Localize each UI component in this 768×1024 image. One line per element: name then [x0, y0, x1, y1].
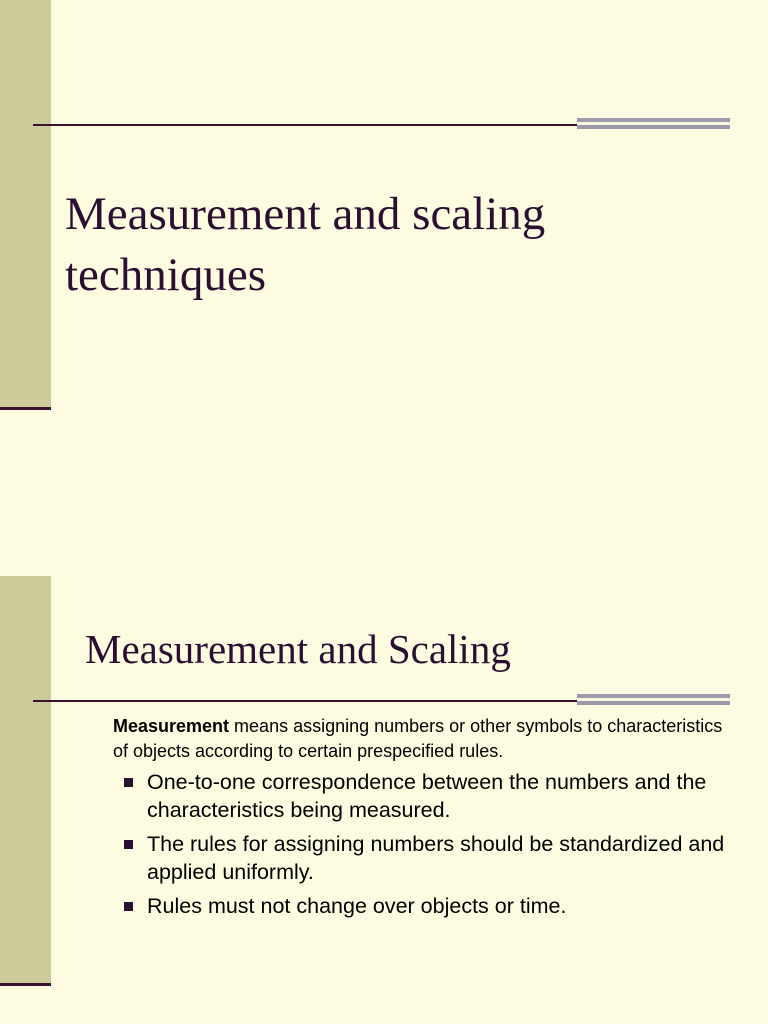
slide-2-title: Measurement and Scaling: [85, 626, 511, 672]
list-item: [113, 830, 733, 886]
definition-text: means assigning numbers or other symbols to characteristics of objects according to certain prespecified rules.: [113, 716, 723, 761]
bullet-text: The rules for assigning numbers should be standardized and applied uniformly.: [147, 832, 725, 884]
definition-term: Measurement: [113, 716, 230, 736]
title-rule-line: [33, 124, 577, 126]
sidebar-band: [0, 576, 51, 984]
bullet-list: [113, 768, 733, 920]
square-bullet-icon: [124, 840, 133, 849]
list-item: [113, 892, 733, 920]
slide-2-content: [113, 714, 733, 926]
sidebar-band: [0, 0, 51, 407]
square-bullet-icon: [124, 778, 133, 787]
title-rule-line: [33, 700, 577, 702]
accent-stripe-bottom: [577, 125, 730, 129]
square-bullet-icon: [124, 902, 133, 911]
bullet-text: Rules must not change over objects or time.: [147, 894, 567, 918]
list-item: [113, 768, 733, 824]
slide-2: [0, 576, 768, 1024]
accent-stripe-bottom: [577, 701, 730, 705]
sidebar-underline: [0, 407, 51, 410]
slide-1-title: Measurement and scaling techniques: [65, 188, 546, 301]
bullet-text: One-to-one correspondence between the numbers and the characteristics being measured.: [147, 770, 707, 822]
accent-stripe-top: [577, 694, 730, 698]
definition-paragraph: [113, 714, 733, 764]
sidebar-underline: [0, 983, 51, 986]
rule-accent-stripes: [577, 118, 730, 133]
rule-accent-stripes: [577, 694, 730, 709]
slide-1: [0, 0, 768, 410]
accent-stripe-top: [577, 118, 730, 122]
